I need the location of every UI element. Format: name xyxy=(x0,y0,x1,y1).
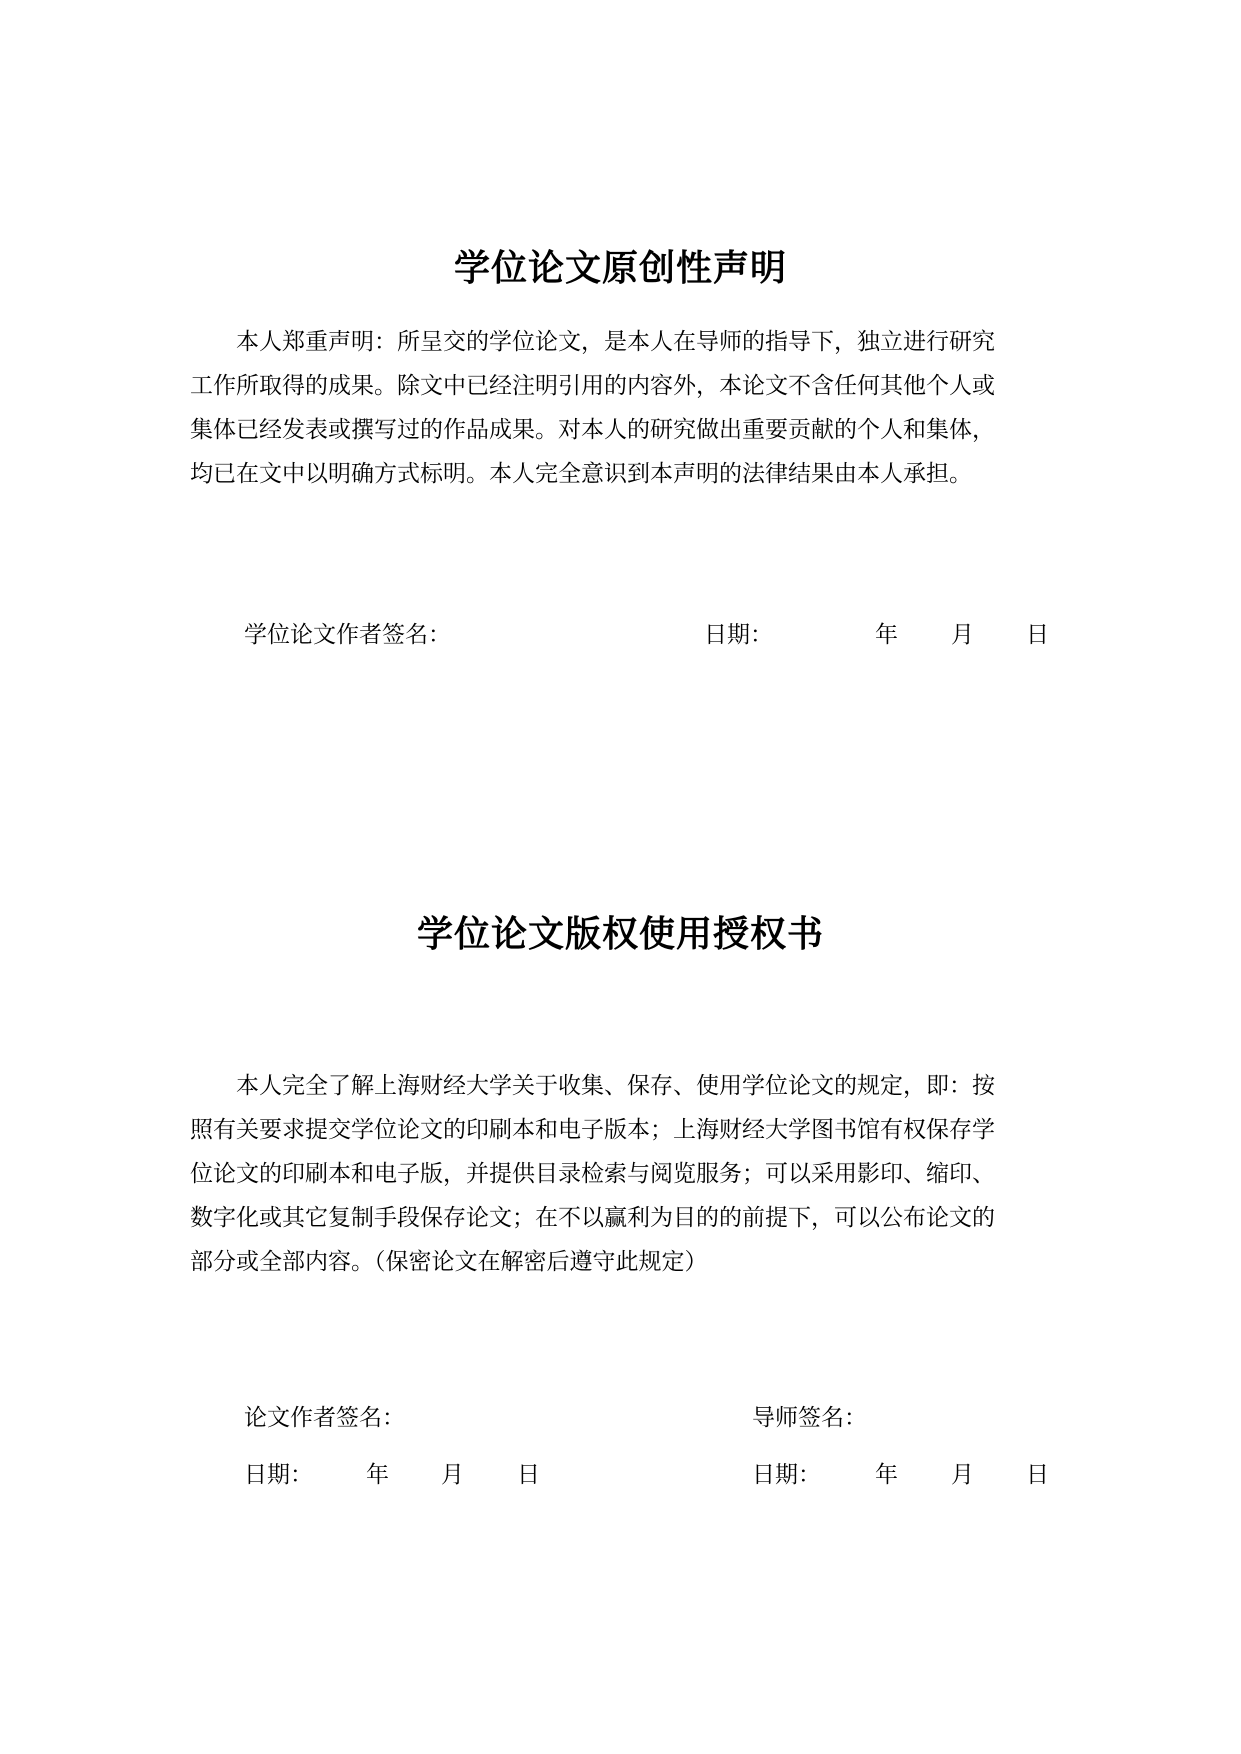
author-date-label: 日期： xyxy=(244,1462,313,1488)
paragraph-line: 均已在文中以明确方式标明。本人完全意识到本声明的法律结果由本人承担。 xyxy=(190,461,972,487)
advisor-date-year: 年 xyxy=(875,1462,898,1488)
paragraph-line: 集体已经发表或撰写过的作品成果。对本人的研究做出重要贡献的个人和集体， xyxy=(190,417,995,443)
date-year: 年 xyxy=(875,622,898,648)
advisor-date-day: 日 xyxy=(1026,1462,1049,1488)
paragraph-line: 数字化或其它复制手段保存论文；在不以赢利为目的的前提下，可以公布论文的 xyxy=(190,1205,995,1231)
paragraph-line: 本人完全了解上海财经大学关于收集、保存、使用学位论文的规定，即：按 xyxy=(236,1073,995,1099)
author-date-year: 年 xyxy=(366,1462,389,1488)
date-month: 月 xyxy=(951,622,974,648)
declaration-title: 学位论文原创性声明 xyxy=(453,248,787,289)
paragraph-line: 照有关要求提交学位论文的印刷本和电子版本；上海财经大学图书馆有权保存学 xyxy=(190,1117,995,1143)
advisor-signature-label: 导师签名： xyxy=(752,1405,867,1431)
authorization-paragraph xyxy=(190,1064,1060,1284)
paragraph-line: 部分或全部内容。（保密论文在解密后遵守此规定） xyxy=(190,1249,708,1275)
date-label: 日期： xyxy=(704,622,773,648)
date-day: 日 xyxy=(1026,622,1049,648)
advisor-date-month: 月 xyxy=(951,1462,974,1488)
paragraph-line: 工作所取得的成果。除文中已经注明引用的内容外，本论文不含任何其他个人或 xyxy=(190,373,995,399)
paragraph-line: 位论文的印刷本和电子版，并提供目录检索与阅览服务；可以采用影印、缩印、 xyxy=(190,1161,995,1187)
author-date-day: 日 xyxy=(517,1462,540,1488)
authorization-title: 学位论文版权使用授权书 xyxy=(416,914,824,955)
author-date-month: 月 xyxy=(441,1462,464,1488)
declaration-paragraph xyxy=(190,320,1060,496)
author-signature-label: 学位论文作者签名： xyxy=(244,622,451,648)
advisor-date-label: 日期： xyxy=(752,1462,821,1488)
paragraph-line: 本人郑重声明：所呈交的学位论文，是本人在导师的指导下，独立进行研究 xyxy=(236,329,995,355)
author-signature-label: 论文作者签名： xyxy=(244,1405,405,1431)
